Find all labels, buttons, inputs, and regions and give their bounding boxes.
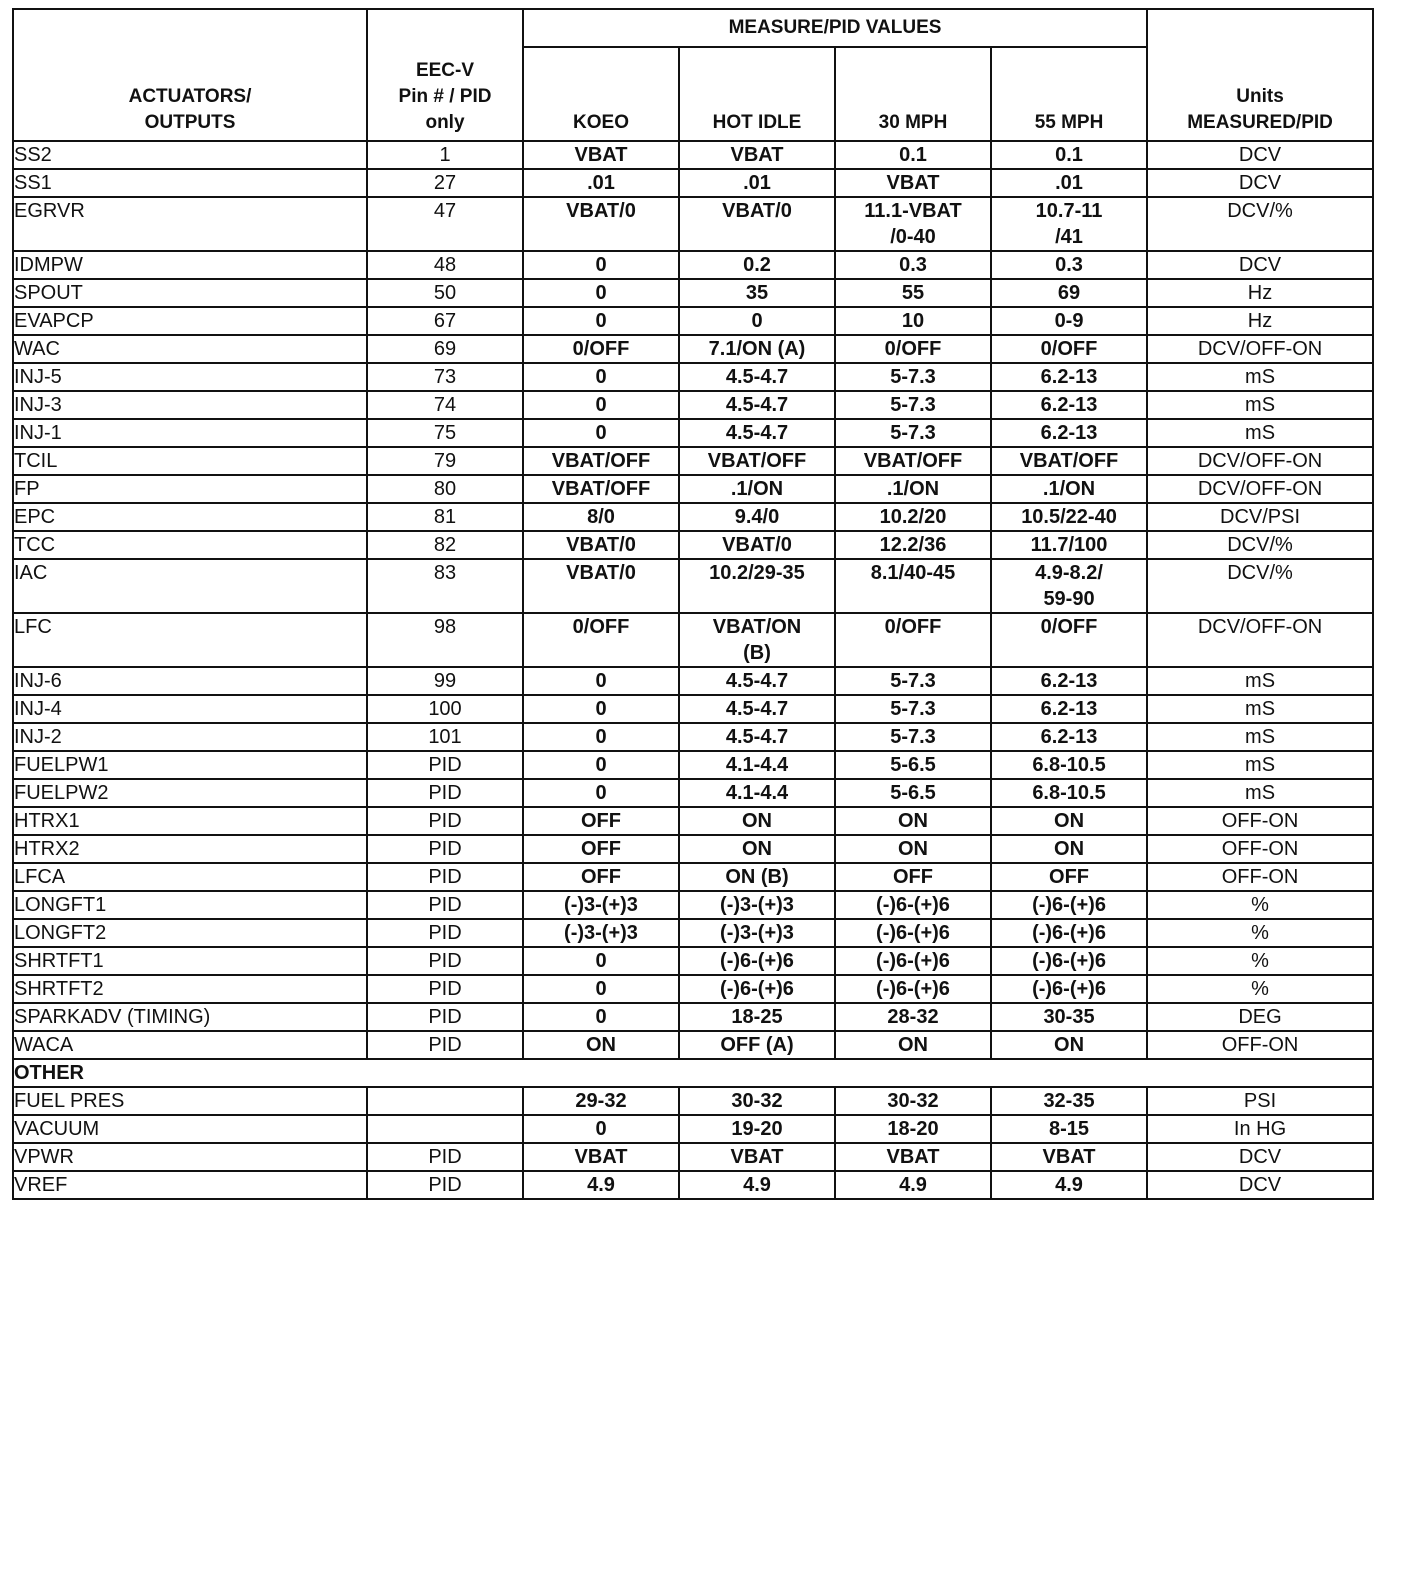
pin-number: 67 <box>367 307 523 335</box>
mph30-value: ON <box>835 835 991 863</box>
pin-number: 100 <box>367 695 523 723</box>
pin-number: 50 <box>367 279 523 307</box>
pin-number: 1 <box>367 141 523 169</box>
units-value: DCV/OFF-ON <box>1147 335 1373 363</box>
hot-idle-value: VBAT/0 <box>679 531 835 559</box>
mph30-value: 0.1 <box>835 141 991 169</box>
table-row <box>13 503 1373 531</box>
units-value: DCV <box>1147 1171 1373 1199</box>
koeo-value: VBAT/0 <box>523 531 679 559</box>
mph55-value: 6.8-10.5 <box>991 779 1147 807</box>
mph30-value: 11.1-VBAT /0-40 <box>835 197 991 251</box>
mph55-value: VBAT <box>991 1143 1147 1171</box>
pin-number: 75 <box>367 419 523 447</box>
mph30-value: 0/OFF <box>835 613 991 667</box>
koeo-value: VBAT <box>523 141 679 169</box>
table-row <box>13 447 1373 475</box>
actuator-name: SS2 <box>13 141 367 169</box>
mph55-value: .1/ON <box>991 475 1147 503</box>
actuator-name: SHRTFT1 <box>13 947 367 975</box>
hot-idle-value: ON (B) <box>679 863 835 891</box>
hot-idle-value: VBAT/OFF <box>679 447 835 475</box>
header-measure-pid-values: MEASURE/PID VALUES <box>523 9 1147 47</box>
mph55-value: 6.2-13 <box>991 391 1147 419</box>
mph30-value: VBAT/OFF <box>835 447 991 475</box>
koeo-value: 0/OFF <box>523 613 679 667</box>
table-row <box>13 475 1373 503</box>
koeo-value: 0 <box>523 307 679 335</box>
hot-idle-value: 4.5-4.7 <box>679 391 835 419</box>
mph30-value: ON <box>835 807 991 835</box>
mph55-value: 10.5/22-40 <box>991 503 1147 531</box>
mph30-value: ON <box>835 1031 991 1059</box>
table-row <box>13 891 1373 919</box>
actuator-name: TCC <box>13 531 367 559</box>
table-row <box>13 751 1373 779</box>
hot-idle-value: 4.5-4.7 <box>679 363 835 391</box>
pin-number: PID <box>367 779 523 807</box>
pin-number: 74 <box>367 391 523 419</box>
hot-idle-value: (-)3-(+)3 <box>679 919 835 947</box>
mph55-value: 4.9-8.2/ 59-90 <box>991 559 1147 613</box>
hot-idle-value: 7.1/ON (A) <box>679 335 835 363</box>
units-value: DCV/OFF-ON <box>1147 613 1373 667</box>
actuator-name: IAC <box>13 559 367 613</box>
units-value: % <box>1147 947 1373 975</box>
koeo-value: 0 <box>523 779 679 807</box>
mph55-value: (-)6-(+)6 <box>991 975 1147 1003</box>
mph55-value: ON <box>991 835 1147 863</box>
pin-number: 101 <box>367 723 523 751</box>
actuator-name: LFC <box>13 613 367 667</box>
hot-idle-value: 9.4/0 <box>679 503 835 531</box>
actuator-name: VPWR <box>13 1143 367 1171</box>
mph55-value: 4.9 <box>991 1171 1147 1199</box>
pin-number <box>367 1115 523 1143</box>
hot-idle-value: (-)6-(+)6 <box>679 947 835 975</box>
table-row <box>13 723 1373 751</box>
pin-number: 69 <box>367 335 523 363</box>
table-row <box>13 1171 1373 1199</box>
units-value: DCV/% <box>1147 559 1373 613</box>
actuator-name: SPARKADV (TIMING) <box>13 1003 367 1031</box>
koeo-value: .01 <box>523 169 679 197</box>
hot-idle-value: 4.1-4.4 <box>679 779 835 807</box>
hot-idle-value: 19-20 <box>679 1115 835 1143</box>
table-row <box>13 391 1373 419</box>
header-actuators-outputs: ACTUATORS/ OUTPUTS <box>13 9 367 141</box>
table-row <box>13 531 1373 559</box>
koeo-value: 0 <box>523 363 679 391</box>
mph55-value: 6.2-13 <box>991 695 1147 723</box>
table-row <box>13 947 1373 975</box>
mph55-value: (-)6-(+)6 <box>991 919 1147 947</box>
actuator-name: INJ-3 <box>13 391 367 419</box>
mph30-value: VBAT <box>835 169 991 197</box>
actuator-name: LONGFT1 <box>13 891 367 919</box>
units-value: DEG <box>1147 1003 1373 1031</box>
pin-number: PID <box>367 919 523 947</box>
hot-idle-value: 4.5-4.7 <box>679 723 835 751</box>
mph55-value: (-)6-(+)6 <box>991 947 1147 975</box>
units-value: DCV <box>1147 141 1373 169</box>
table-row <box>13 279 1373 307</box>
koeo-value: 0 <box>523 751 679 779</box>
koeo-value: (-)3-(+)3 <box>523 891 679 919</box>
koeo-value: OFF <box>523 807 679 835</box>
actuator-name: VACUUM <box>13 1115 367 1143</box>
mph55-value: 30-35 <box>991 1003 1147 1031</box>
hot-idle-value: VBAT/0 <box>679 197 835 251</box>
mph30-value: 5-7.3 <box>835 723 991 751</box>
pin-number <box>367 1087 523 1115</box>
actuator-name: SHRTFT2 <box>13 975 367 1003</box>
mph55-value: 69 <box>991 279 1147 307</box>
mph30-value: .1/ON <box>835 475 991 503</box>
units-value: OFF-ON <box>1147 835 1373 863</box>
pin-number: 80 <box>367 475 523 503</box>
mph30-value: VBAT <box>835 1143 991 1171</box>
mph55-value: 0-9 <box>991 307 1147 335</box>
mph55-value: 0.1 <box>991 141 1147 169</box>
units-value: DCV <box>1147 1143 1373 1171</box>
table-row <box>13 363 1373 391</box>
mph30-value: 8.1/40-45 <box>835 559 991 613</box>
hot-idle-value: 35 <box>679 279 835 307</box>
hot-idle-value: ON <box>679 835 835 863</box>
header-55-mph: 55 MPH <box>991 47 1147 141</box>
hot-idle-value: ON <box>679 807 835 835</box>
mph55-value: 0/OFF <box>991 613 1147 667</box>
table-row <box>13 695 1373 723</box>
table-row <box>13 835 1373 863</box>
units-value: OFF-ON <box>1147 1031 1373 1059</box>
koeo-value: 29-32 <box>523 1087 679 1115</box>
hot-idle-value: VBAT <box>679 1143 835 1171</box>
koeo-value: VBAT/0 <box>523 559 679 613</box>
units-value: DCV <box>1147 169 1373 197</box>
actuator-name: INJ-6 <box>13 667 367 695</box>
pin-number: 82 <box>367 531 523 559</box>
pin-number: PID <box>367 863 523 891</box>
units-value: Hz <box>1147 307 1373 335</box>
units-value: DCV/% <box>1147 531 1373 559</box>
mph55-value: ON <box>991 1031 1147 1059</box>
other-section-row <box>13 1059 1373 1087</box>
mph55-value: 0/OFF <box>991 335 1147 363</box>
koeo-value: VBAT <box>523 1143 679 1171</box>
koeo-value: VBAT/OFF <box>523 475 679 503</box>
table-row <box>13 1143 1373 1171</box>
mph30-value: (-)6-(+)6 <box>835 975 991 1003</box>
pin-number: 47 <box>367 197 523 251</box>
table-row <box>13 1031 1373 1059</box>
mph55-value: 8-15 <box>991 1115 1147 1143</box>
mph30-value: 30-32 <box>835 1087 991 1115</box>
units-value: OFF-ON <box>1147 863 1373 891</box>
units-value: mS <box>1147 363 1373 391</box>
actuator-name: INJ-2 <box>13 723 367 751</box>
header-units: Units MEASURED/PID <box>1147 9 1373 141</box>
actuator-name: FUEL PRES <box>13 1087 367 1115</box>
actuator-name: SS1 <box>13 169 367 197</box>
mph55-value: OFF <box>991 863 1147 891</box>
actuator-name: EGRVR <box>13 197 367 251</box>
mph55-value: 11.7/100 <box>991 531 1147 559</box>
koeo-value: VBAT/OFF <box>523 447 679 475</box>
header-koeo: KOEO <box>523 47 679 141</box>
mph55-value: (-)6-(+)6 <box>991 891 1147 919</box>
mph55-value: 0.3 <box>991 251 1147 279</box>
pin-number: 99 <box>367 667 523 695</box>
table-row <box>13 919 1373 947</box>
table-row <box>13 559 1373 613</box>
actuator-name: FP <box>13 475 367 503</box>
mph30-value: 5-7.3 <box>835 667 991 695</box>
koeo-value: 0 <box>523 975 679 1003</box>
table-row <box>13 197 1373 251</box>
other-section-label: OTHER <box>13 1059 1373 1087</box>
actuator-name: LONGFT2 <box>13 919 367 947</box>
table-row <box>13 613 1373 667</box>
mph30-value: 28-32 <box>835 1003 991 1031</box>
mph30-value: 0/OFF <box>835 335 991 363</box>
koeo-value: 0 <box>523 1003 679 1031</box>
units-value: PSI <box>1147 1087 1373 1115</box>
mph30-value: 12.2/36 <box>835 531 991 559</box>
mph30-value: 10.2/20 <box>835 503 991 531</box>
hot-idle-value: 10.2/29-35 <box>679 559 835 613</box>
units-value: DCV/PSI <box>1147 503 1373 531</box>
pin-number: PID <box>367 947 523 975</box>
table-row <box>13 975 1373 1003</box>
table-row <box>13 251 1373 279</box>
units-value: DCV/% <box>1147 197 1373 251</box>
hot-idle-value: 4.9 <box>679 1171 835 1199</box>
actuator-name: WAC <box>13 335 367 363</box>
header-pin-pid: EEC-V Pin # / PID only <box>367 9 523 141</box>
pin-number: 48 <box>367 251 523 279</box>
koeo-value: 0 <box>523 1115 679 1143</box>
header-hot-idle: HOT IDLE <box>679 47 835 141</box>
mph30-value: 5-7.3 <box>835 419 991 447</box>
actuator-name: HTRX2 <box>13 835 367 863</box>
table-row <box>13 807 1373 835</box>
hot-idle-value: 0 <box>679 307 835 335</box>
actuator-name: FUELPW2 <box>13 779 367 807</box>
mph55-value: 6.2-13 <box>991 723 1147 751</box>
units-value: DCV/OFF-ON <box>1147 447 1373 475</box>
units-value: In HG <box>1147 1115 1373 1143</box>
pin-number: 83 <box>367 559 523 613</box>
pin-number: 27 <box>367 169 523 197</box>
table-row <box>13 667 1373 695</box>
koeo-value: 4.9 <box>523 1171 679 1199</box>
pin-number: PID <box>367 891 523 919</box>
actuator-name: WACA <box>13 1031 367 1059</box>
koeo-value: VBAT/0 <box>523 197 679 251</box>
mph55-value: .01 <box>991 169 1147 197</box>
mph55-value: 6.2-13 <box>991 667 1147 695</box>
actuator-name: INJ-5 <box>13 363 367 391</box>
mph30-value: 5-6.5 <box>835 779 991 807</box>
pin-number: PID <box>367 1031 523 1059</box>
actuator-name: VREF <box>13 1171 367 1199</box>
hot-idle-value: 4.1-4.4 <box>679 751 835 779</box>
koeo-value: ON <box>523 1031 679 1059</box>
table-row <box>13 335 1373 363</box>
mph55-value: 6.2-13 <box>991 419 1147 447</box>
actuator-name: EVAPCP <box>13 307 367 335</box>
actuator-name: LFCA <box>13 863 367 891</box>
actuator-name: INJ-4 <box>13 695 367 723</box>
koeo-value: 0 <box>523 723 679 751</box>
mph30-value: (-)6-(+)6 <box>835 891 991 919</box>
koeo-value: 0 <box>523 947 679 975</box>
units-value: mS <box>1147 391 1373 419</box>
koeo-value: 0 <box>523 667 679 695</box>
pid-values-table <box>12 8 1374 1200</box>
koeo-value: 0/OFF <box>523 335 679 363</box>
hot-idle-value: VBAT/ON (B) <box>679 613 835 667</box>
actuator-name: INJ-1 <box>13 419 367 447</box>
koeo-value: 0 <box>523 695 679 723</box>
koeo-value: (-)3-(+)3 <box>523 919 679 947</box>
actuator-name: SPOUT <box>13 279 367 307</box>
pin-number: 73 <box>367 363 523 391</box>
actuator-name: IDMPW <box>13 251 367 279</box>
hot-idle-value: 30-32 <box>679 1087 835 1115</box>
pin-number: PID <box>367 751 523 779</box>
table-row <box>13 1115 1373 1143</box>
hot-idle-value: 4.5-4.7 <box>679 419 835 447</box>
actuator-name: TCIL <box>13 447 367 475</box>
units-value: mS <box>1147 667 1373 695</box>
pin-number: PID <box>367 807 523 835</box>
units-value: % <box>1147 975 1373 1003</box>
hot-idle-value: 18-25 <box>679 1003 835 1031</box>
mph30-value: 0.3 <box>835 251 991 279</box>
table-row <box>13 863 1373 891</box>
units-value: DCV/OFF-ON <box>1147 475 1373 503</box>
koeo-value: 0 <box>523 251 679 279</box>
mph30-value: 10 <box>835 307 991 335</box>
mph55-value: 10.7-11 /41 <box>991 197 1147 251</box>
mph30-value: (-)6-(+)6 <box>835 947 991 975</box>
pin-number: PID <box>367 835 523 863</box>
koeo-value: 8/0 <box>523 503 679 531</box>
units-value: % <box>1147 891 1373 919</box>
units-value: OFF-ON <box>1147 807 1373 835</box>
header-30-mph: 30 MPH <box>835 47 991 141</box>
table-row <box>13 307 1373 335</box>
units-value: mS <box>1147 723 1373 751</box>
actuator-name: EPC <box>13 503 367 531</box>
table-row <box>13 1087 1373 1115</box>
hot-idle-value: .1/ON <box>679 475 835 503</box>
mph55-value: 6.2-13 <box>991 363 1147 391</box>
units-value: mS <box>1147 751 1373 779</box>
table-row <box>13 419 1373 447</box>
hot-idle-value: OFF (A) <box>679 1031 835 1059</box>
units-value: % <box>1147 919 1373 947</box>
koeo-value: 0 <box>523 391 679 419</box>
mph30-value: (-)6-(+)6 <box>835 919 991 947</box>
pin-number: 81 <box>367 503 523 531</box>
pin-number: PID <box>367 1003 523 1031</box>
table-row <box>13 779 1373 807</box>
table-row <box>13 169 1373 197</box>
hot-idle-value: (-)3-(+)3 <box>679 891 835 919</box>
mph30-value: 55 <box>835 279 991 307</box>
hot-idle-value: .01 <box>679 169 835 197</box>
units-value: mS <box>1147 779 1373 807</box>
hot-idle-value: 4.5-4.7 <box>679 667 835 695</box>
mph55-value: ON <box>991 807 1147 835</box>
actuator-name: FUELPW1 <box>13 751 367 779</box>
mph30-value: 4.9 <box>835 1171 991 1199</box>
hot-idle-value: VBAT <box>679 141 835 169</box>
other-rows <box>13 1059 1373 1199</box>
actuator-rows <box>13 141 1373 1059</box>
table-row <box>13 141 1373 169</box>
units-value: Hz <box>1147 279 1373 307</box>
hot-idle-value: 0.2 <box>679 251 835 279</box>
hot-idle-value: (-)6-(+)6 <box>679 975 835 1003</box>
mph55-value: VBAT/OFF <box>991 447 1147 475</box>
pin-number: PID <box>367 1143 523 1171</box>
mph55-value: 32-35 <box>991 1087 1147 1115</box>
koeo-value: 0 <box>523 279 679 307</box>
koeo-value: OFF <box>523 835 679 863</box>
mph30-value: 5-7.3 <box>835 363 991 391</box>
pin-number: PID <box>367 975 523 1003</box>
pin-number: PID <box>367 1171 523 1199</box>
units-value: DCV <box>1147 251 1373 279</box>
mph30-value: 18-20 <box>835 1115 991 1143</box>
table-row <box>13 1003 1373 1031</box>
units-value: mS <box>1147 695 1373 723</box>
units-value: mS <box>1147 419 1373 447</box>
mph55-value: 6.8-10.5 <box>991 751 1147 779</box>
mph30-value: 5-6.5 <box>835 751 991 779</box>
mph30-value: 5-7.3 <box>835 695 991 723</box>
actuator-name: HTRX1 <box>13 807 367 835</box>
koeo-value: OFF <box>523 863 679 891</box>
mph30-value: OFF <box>835 863 991 891</box>
mph30-value: 5-7.3 <box>835 391 991 419</box>
hot-idle-value: 4.5-4.7 <box>679 695 835 723</box>
pin-number: 98 <box>367 613 523 667</box>
pin-number: 79 <box>367 447 523 475</box>
koeo-value: 0 <box>523 419 679 447</box>
